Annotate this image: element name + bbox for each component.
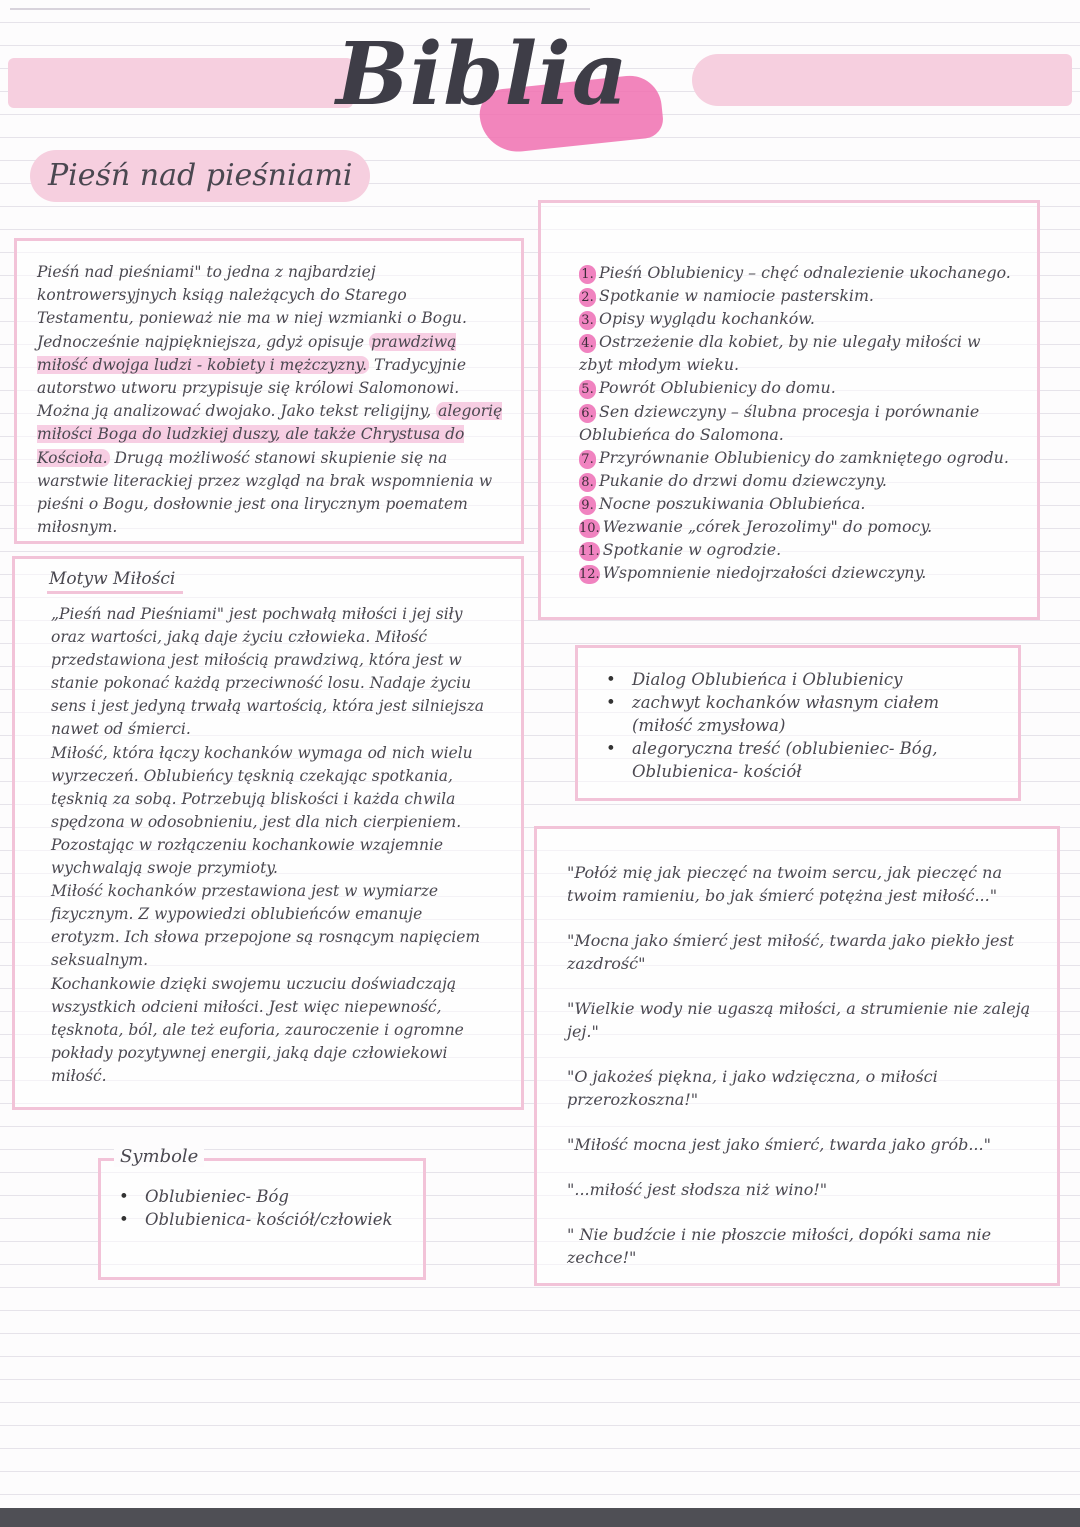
love-paragraph: „Pieśń nad Pieśniami" jest pochwałą miłości i jej siły oraz wartości, jaką daje życiu człowieka. Miłość przedstawiona jest miłością prawdziwą, która jest w stanie pokonać każdą przeciwność losu. Nadaje życiu sens i jest jedyną trwałą wartością, która jest silniejsza nawet od śmierci. bbox=[51, 605, 485, 739]
plot-item-text: Wspomnienie niedojrzałości dziewczyny. bbox=[602, 563, 927, 583]
list-item: • Dialog Oblubieńca i Oblubienicy bbox=[598, 668, 998, 691]
quote: "Połóż mię jak pieczęć na twoim sercu, jak pieczęć na twoim ramieniu, bo jak śmierć potężna jest miłość..." bbox=[567, 863, 1002, 905]
scan-edge bbox=[0, 1508, 1080, 1527]
title-block bbox=[330, 24, 690, 138]
list-item bbox=[579, 538, 1019, 561]
plot-item-text: Przyrównanie Oblubienicy do zamkniętego ogrodu. bbox=[599, 447, 1009, 467]
love-paragraph: Kochankowie dzięki swojemu uczuciu doświadczają wszystkich odcieni miłości. Jest więc niepewność, tęsknota, ból, ale też euforia, zauroczenie i ogromne pokłady pozytywnej energii, jaką daje człowiekowi miłość. bbox=[51, 974, 464, 1085]
list-item bbox=[579, 330, 1019, 376]
intro-highlight-2: alegorię miłości Boga do ludzkiej duszy, ale także Chrystusa do Kościoła. bbox=[37, 402, 503, 467]
love-paragraph: Miłość, która łączy kochanków wymaga od nich wielu wyrzeczeń. Oblubieńcy tęsknią czekając spotkania, tęsknią za sobą. Potrzebują bliskości i każda chwila spędzona w odosobnieniu, jest dla nich cierpieniem. Pozostając w rozłączeniu kochankowie wzajemnie wychwalają swoje przymioty. bbox=[51, 743, 473, 878]
plot-list bbox=[579, 261, 1019, 584]
features-list bbox=[598, 668, 998, 783]
plot-item-text: Opisy wyglądu kochanków. bbox=[599, 309, 815, 329]
list-item bbox=[579, 261, 1019, 284]
love-motif-text bbox=[51, 603, 491, 1088]
number-badge: 5. bbox=[579, 380, 596, 399]
number-badge: 1. bbox=[579, 265, 596, 284]
quote: "O jakożeś piękna, i jako wdzięczna, o miłości przerozkoszna!" bbox=[567, 1067, 938, 1109]
quote: "Mocna jako śmierć jest miłość, twarda jako piekło jest zazdrość" bbox=[567, 931, 1015, 973]
list-item bbox=[579, 469, 1019, 492]
number-badge: 3. bbox=[579, 311, 596, 330]
intro-text bbox=[37, 261, 507, 539]
list-item bbox=[579, 376, 1019, 399]
list-item bbox=[579, 515, 1019, 538]
number-badge: 9. bbox=[579, 496, 596, 515]
list-item bbox=[579, 400, 1019, 446]
list-item bbox=[579, 307, 1019, 330]
plot-item-text: Pieśń Oblubienicy – chęć odnalezienie ukochanego. bbox=[599, 263, 1011, 282]
plot-item-text: Powrót Oblubienicy do domu. bbox=[599, 378, 836, 398]
heading-underline bbox=[47, 591, 183, 594]
page-title: Biblia bbox=[336, 24, 629, 125]
list-item bbox=[579, 284, 1019, 307]
intro-box bbox=[14, 238, 524, 544]
number-badge: 7. bbox=[579, 450, 596, 469]
intro-highlight-1: prawdziwą miłość dwojga ludzi - kobiety i mężczyzny. bbox=[37, 332, 457, 374]
quote: " Nie budźcie i nie płoszcie miłości, dopóki sama nie zechce!" bbox=[567, 1225, 992, 1267]
page-subtitle: Pieśń nad pieśniami bbox=[48, 158, 353, 193]
top-rule bbox=[10, 8, 590, 10]
plot-item-text: Spotkanie w ogrodzie. bbox=[602, 540, 782, 560]
plot-item-text: Sen dziewczyny – ślubna procesja i porównanie Oblubieńca do Salomona. bbox=[579, 401, 980, 444]
number-badge: 6. bbox=[579, 404, 596, 423]
plot-item-text: Nocne poszukiwania Oblubieńca. bbox=[599, 493, 866, 513]
quotes-list bbox=[567, 861, 1047, 1291]
list-item bbox=[579, 561, 1019, 584]
number-badge: 4. bbox=[579, 334, 596, 353]
quote: "Miłość mocna jest jako śmierć, twarda jako grób..." bbox=[567, 1135, 991, 1154]
love-paragraph: Miłość kochanków przestawiona jest w wymiarze fizycznym. Z wypowiedzi oblubieńców emanuje erotyzm. Ich słowa przepojone są rosnącym napięciem seksualnym. bbox=[51, 882, 481, 970]
plot-item-text: Pukanie do drzwi domu dziewczyny. bbox=[599, 470, 887, 490]
features-box bbox=[575, 645, 1021, 801]
love-motif-box bbox=[12, 556, 524, 1110]
list-item: • Oblubienica- kościół/człowiek bbox=[111, 1208, 393, 1231]
list-item: • zachwyt kochanków własnym ciałem (miłość zmysłowa) bbox=[598, 691, 998, 737]
quote: "Wielkie wody nie ugaszą miłości, a strumienie nie zaleją jej." bbox=[567, 999, 1031, 1041]
plot-box bbox=[538, 200, 1040, 620]
symbols-heading: Symbole bbox=[114, 1146, 204, 1167]
plot-item-text: Ostrzeżenie dla kobiet, by nie ulegały miłości w zbyt młodym wieku. bbox=[579, 332, 981, 375]
intro-text-part: Pieśń nad pieśniami" to jedna z najbardziej kontrowersyjnych ksiąg należących do Starego Testamentu, ponieważ nie ma w niej wzmianki o Bogu. Jednocześnie najpiękniejsza, gdyż opisuje bbox=[37, 263, 467, 351]
list-item bbox=[579, 446, 1019, 469]
plot-item-text: Spotkanie w namiocie pasterskim. bbox=[599, 286, 874, 306]
number-badge: 12. bbox=[579, 567, 600, 583]
symbols-list bbox=[111, 1185, 393, 1231]
quote: "...miłość jest słodsza niż wino!" bbox=[567, 1180, 828, 1199]
number-badge: 10. bbox=[579, 521, 600, 537]
plot-item-text: Wezwanie „córek Jerozolimy" do pomocy. bbox=[602, 517, 933, 537]
header-band-left bbox=[8, 58, 353, 108]
list-item: • Oblubieniec- Bóg bbox=[111, 1185, 393, 1208]
number-badge: 8. bbox=[579, 473, 596, 492]
quotes-box bbox=[534, 826, 1060, 1286]
symbols-box bbox=[98, 1158, 426, 1280]
number-badge: 2. bbox=[579, 288, 596, 307]
intro-text-part: Drugą możliwość stanowi skupienie się na warstwie literackiej przez wzgląd na brak wspomnienia w pieśni o Bogu, dosłownie jest ona lirycznym poematem miłosnym. bbox=[37, 448, 493, 537]
list-item bbox=[579, 492, 1019, 515]
number-badge: 11. bbox=[579, 544, 600, 560]
header-band-right bbox=[692, 54, 1072, 106]
list-item: • alegoryczna treść (oblubieniec- Bóg, Oblubienica- kościół bbox=[598, 737, 998, 783]
love-motif-heading: Motyw Miłości bbox=[49, 569, 176, 589]
intro-text-part: Tradycyjnie autorstwo utworu przypisuje się królowi Salomonowi. Można ją analizować dwojako. Jako tekst religijny, bbox=[37, 355, 467, 421]
